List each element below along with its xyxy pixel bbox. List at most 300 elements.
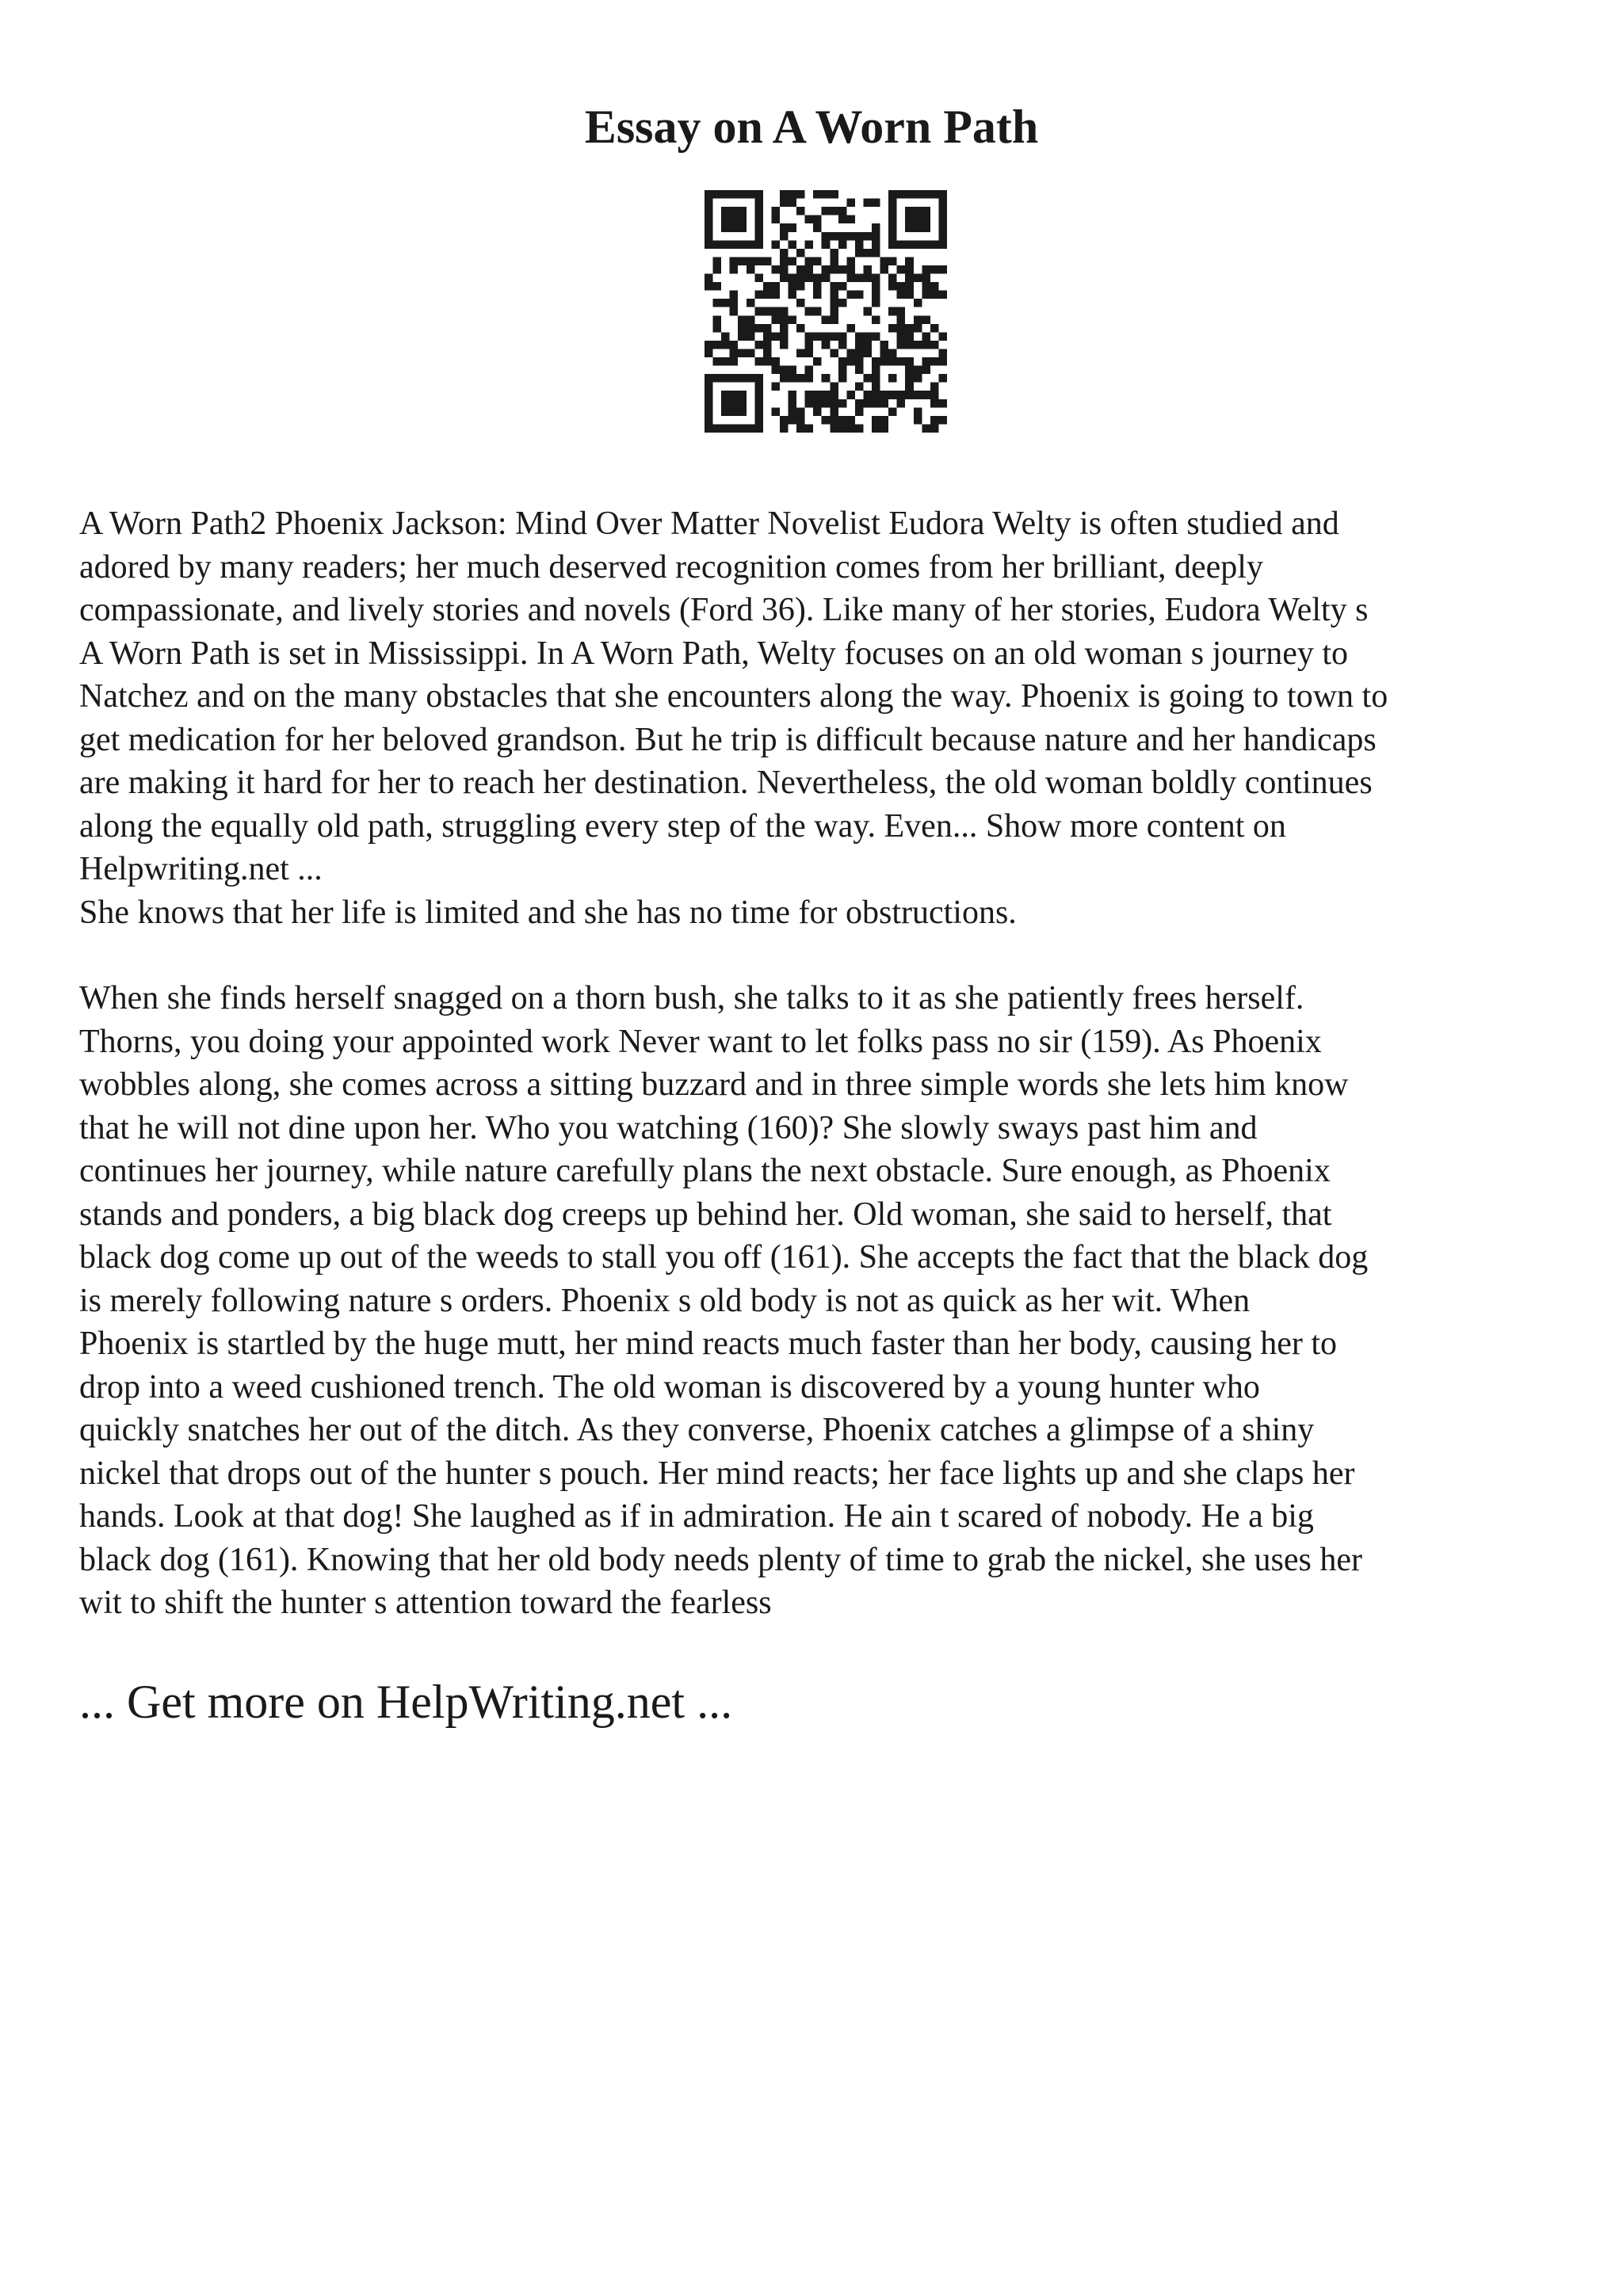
- qr-module: [855, 399, 864, 408]
- qr-module: [730, 265, 739, 274]
- qr-module: [938, 215, 947, 224]
- qr-module: [771, 265, 780, 274]
- qr-module: [713, 190, 722, 199]
- qr-module: [805, 240, 814, 249]
- qr-module: [754, 341, 763, 349]
- qr-module: [730, 291, 739, 299]
- qr-module: [905, 357, 914, 366]
- qr-module: [855, 274, 864, 283]
- qr-module: [754, 257, 763, 265]
- qr-module: [705, 274, 713, 283]
- qr-module: [846, 424, 855, 433]
- qr-module: [888, 324, 897, 333]
- qr-module: [888, 232, 897, 241]
- qr-module: [789, 391, 797, 399]
- qr-module: [747, 349, 755, 357]
- qr-module: [888, 199, 897, 208]
- qr-module: [738, 324, 747, 333]
- qr-module: [705, 190, 713, 199]
- qr-module: [780, 424, 789, 433]
- qr-module: [747, 257, 755, 265]
- qr-module: [930, 324, 939, 333]
- qr-module: [914, 391, 922, 399]
- qr-module: [754, 416, 763, 425]
- qr-module: [738, 424, 747, 433]
- qr-module: [721, 424, 730, 433]
- qr-module: [754, 215, 763, 224]
- qr-module: [938, 240, 947, 249]
- qr-module: [738, 223, 747, 232]
- qr-module: [922, 223, 930, 232]
- qr-module: [830, 391, 838, 399]
- get-more-link[interactable]: ... Get more on HelpWriting.net ...: [79, 1676, 733, 1728]
- qr-module: [747, 299, 755, 307]
- qr-module: [930, 190, 939, 199]
- qr-module: [730, 424, 739, 433]
- qr-module: [813, 257, 822, 265]
- qr-module: [880, 257, 889, 265]
- qr-module: [905, 374, 914, 383]
- qr-module: [721, 407, 730, 416]
- qr-module: [721, 207, 730, 215]
- qr-module: [789, 240, 797, 249]
- qr-module: [738, 240, 747, 249]
- qr-module: [780, 249, 789, 257]
- qr-module: [813, 291, 822, 299]
- qr-module: [763, 257, 772, 265]
- qr-module: [930, 265, 939, 274]
- qr-module: [796, 249, 805, 257]
- qr-module: [796, 282, 805, 291]
- qr-module: [930, 424, 939, 433]
- qr-module: [780, 324, 789, 333]
- qr-module: [747, 265, 755, 274]
- qr-module: [872, 374, 880, 383]
- qr-module: [830, 399, 838, 408]
- qr-module: [721, 391, 730, 399]
- qr-module: [846, 324, 855, 333]
- qr-module: [789, 274, 797, 283]
- qr-module: [763, 332, 772, 341]
- qr-module: [780, 307, 789, 316]
- qr-module: [789, 374, 797, 383]
- qr-module: [713, 265, 722, 274]
- qr-module: [705, 391, 713, 399]
- qr-module: [838, 424, 847, 433]
- qr-module: [863, 399, 872, 408]
- essay-body: [79, 502, 1561, 1625]
- qr-module: [713, 357, 722, 366]
- qr-module: [822, 391, 831, 399]
- qr-module: [763, 282, 772, 291]
- qr-module: [780, 257, 789, 265]
- qr-module: [872, 232, 880, 241]
- qr-module: [872, 299, 880, 307]
- qr-module: [938, 223, 947, 232]
- qr-module: [747, 240, 755, 249]
- qr-module: [914, 315, 922, 324]
- qr-module: [846, 215, 855, 224]
- qr-module: [838, 357, 847, 366]
- qr-module: [905, 291, 914, 299]
- qr-module: [705, 207, 713, 215]
- qr-module: [813, 215, 822, 224]
- qr-module: [796, 265, 805, 274]
- qr-module: [846, 257, 855, 265]
- qr-module: [780, 366, 789, 375]
- qr-module: [730, 240, 739, 249]
- qr-module: [789, 223, 797, 232]
- qr-module: [863, 249, 872, 257]
- qr-module: [888, 307, 897, 316]
- qr-module: [721, 240, 730, 249]
- qr-module: [838, 399, 847, 408]
- qr-module: [938, 265, 947, 274]
- qr-module: [838, 215, 847, 224]
- qr-module: [880, 399, 889, 408]
- qr-module: [914, 190, 922, 199]
- qr-module: [747, 332, 755, 341]
- qr-module: [771, 383, 780, 391]
- qr-module: [888, 215, 897, 224]
- qr-module: [730, 349, 739, 357]
- qr-module: [738, 349, 747, 357]
- qr-module: [813, 332, 822, 341]
- qr-module: [796, 374, 805, 383]
- qr-module: [796, 349, 805, 357]
- qr-module: [838, 341, 847, 349]
- qr-module: [888, 349, 897, 357]
- qr-module: [855, 232, 864, 241]
- qr-module: [771, 207, 780, 215]
- qr-module: [813, 190, 822, 199]
- qr-module: [897, 307, 906, 316]
- qr-module: [805, 399, 814, 408]
- qr-module: [789, 190, 797, 199]
- qr-module: [754, 199, 763, 208]
- qr-module: [822, 315, 831, 324]
- qr-module: [846, 291, 855, 299]
- qr-module: [922, 332, 930, 341]
- qr-module: [930, 399, 939, 408]
- qr-module: [763, 341, 772, 349]
- qr-module: [914, 274, 922, 283]
- qr-module: [754, 307, 763, 316]
- qr-module: [905, 324, 914, 333]
- qr-module: [796, 274, 805, 283]
- qr-module: [930, 416, 939, 425]
- qr-module: [730, 357, 739, 366]
- qr-module: [763, 357, 772, 366]
- qr-module: [838, 374, 847, 383]
- qr-module: [780, 274, 789, 283]
- qr-module: [721, 223, 730, 232]
- qr-module: [730, 374, 739, 383]
- qr-module: [789, 416, 797, 425]
- qr-module: [905, 332, 914, 341]
- qr-module: [830, 257, 838, 265]
- qr-module: [863, 349, 872, 357]
- qr-module: [905, 207, 914, 215]
- qr-module: [872, 249, 880, 257]
- qr-module: [872, 391, 880, 399]
- qr-module: [805, 307, 814, 316]
- qr-module: [822, 265, 831, 274]
- qr-module: [763, 291, 772, 299]
- qr-module: [771, 307, 780, 316]
- qr-module: [771, 291, 780, 299]
- qr-module: [805, 366, 814, 375]
- qr-module: [822, 332, 831, 341]
- qr-module: [730, 223, 739, 232]
- qr-module: [730, 341, 739, 349]
- qr-module: [914, 366, 922, 375]
- qr-module: [822, 399, 831, 408]
- qr-module: [863, 391, 872, 399]
- qr-module: [930, 240, 939, 249]
- qr-module: [930, 291, 939, 299]
- qr-module: [789, 399, 797, 408]
- qr-module: [705, 199, 713, 208]
- qr-module: [938, 190, 947, 199]
- qr-module: [813, 282, 822, 291]
- qr-module: [730, 399, 739, 408]
- qr-module: [805, 332, 814, 341]
- qr-module: [789, 199, 797, 208]
- qr-module: [922, 366, 930, 375]
- qr-module: [754, 383, 763, 391]
- qr-module: [938, 349, 947, 357]
- qr-module: [922, 240, 930, 249]
- qr-module: [838, 299, 847, 307]
- qr-module: [855, 366, 864, 375]
- qr-module: [838, 207, 847, 215]
- qr-module: [830, 282, 838, 291]
- qr-module: [897, 291, 906, 299]
- qr-module: [754, 399, 763, 408]
- qr-module: [905, 265, 914, 274]
- qr-module: [705, 383, 713, 391]
- qr-module: [830, 232, 838, 241]
- qr-module: [905, 383, 914, 391]
- qr-module: [713, 424, 722, 433]
- qr-module: [721, 374, 730, 383]
- qr-module: [855, 424, 864, 433]
- qr-module: [713, 257, 722, 265]
- essay-paragraph-lead: She knows that her life is limited and she has no time for obstructions.: [79, 894, 1017, 931]
- qr-module: [888, 374, 897, 383]
- qr-module: [780, 190, 789, 199]
- qr-module: [897, 399, 906, 408]
- qr-module: [780, 341, 789, 349]
- qr-module: [863, 341, 872, 349]
- qr-module: [705, 215, 713, 224]
- qr-module: [830, 190, 838, 199]
- qr-module: [872, 282, 880, 291]
- qr-module: [822, 207, 831, 215]
- qr-module: [914, 207, 922, 215]
- qr-module: [780, 315, 789, 324]
- qr-module: [872, 416, 880, 425]
- qr-module: [872, 291, 880, 299]
- qr-module: [754, 274, 763, 283]
- qr-module: [713, 374, 722, 383]
- qr-module: [705, 416, 713, 425]
- qr-module: [813, 307, 822, 316]
- qr-module: [805, 265, 814, 274]
- qr-module: [780, 232, 789, 241]
- qr-module: [922, 282, 930, 291]
- qr-module: [914, 374, 922, 383]
- qr-module: [813, 274, 822, 283]
- qr-module: [914, 240, 922, 249]
- qr-module: [822, 274, 831, 283]
- qr-module: [805, 349, 814, 357]
- qr-module: [705, 399, 713, 408]
- qr-module: [855, 383, 864, 391]
- qr-module: [789, 282, 797, 291]
- qr-module: [796, 299, 805, 307]
- qr-module: [872, 315, 880, 324]
- qr-module: [830, 307, 838, 316]
- qr-module: [905, 240, 914, 249]
- qr-module: [914, 223, 922, 232]
- qr-module: [922, 391, 930, 399]
- qr-module: [905, 282, 914, 291]
- qr-module: [771, 366, 780, 375]
- qr-module: [705, 341, 713, 349]
- qr-module: [747, 374, 755, 383]
- qr-module: [738, 207, 747, 215]
- qr-module: [846, 199, 855, 208]
- qr-module: [830, 249, 838, 257]
- qr-module: [872, 332, 880, 341]
- qr-module: [888, 257, 897, 265]
- qr-module: [855, 291, 864, 299]
- qr-module: [713, 324, 722, 333]
- qr-module: [754, 291, 763, 299]
- qr-module: [914, 416, 922, 425]
- qr-module: [730, 207, 739, 215]
- qr-module: [713, 282, 722, 291]
- qr-module: [730, 391, 739, 399]
- qr-module: [830, 332, 838, 341]
- qr-module: [813, 399, 822, 408]
- qr-module: [738, 407, 747, 416]
- qr-module: [738, 332, 747, 341]
- qr-module: [872, 274, 880, 283]
- qr-module: [880, 265, 889, 274]
- qr-module: [838, 332, 847, 341]
- qr-module: [897, 357, 906, 366]
- qr-module: [763, 324, 772, 333]
- essay-paragraph-intro: A Worn Path2 Phoenix Jackson: Mind Over Matter Novelist Eudora Welty is often studied and adored by many readers; her much deserved recognition comes from her brilliant, deeply compassionate, and lively stories and novels (Ford 36). Like many of her stories, Eudora Welty s A Worn Path is set in Mississippi. In A Worn Path, Welty focuses on an old woman s journey to Natchez and on the many obstacles that she encounters along the way. Phoenix is going to town to get medication for her beloved grandson. But he trip is difficult because nature and her handicaps are making it hard for her to reach her destination. Nevertheless, the old woman boldly continues along the equally old path, struggling every step of the way. Even... Show more content on Helpwriting.net ...: [79, 505, 1388, 887]
- qr-module: [805, 424, 814, 433]
- qr-module: [922, 190, 930, 199]
- qr-module: [863, 232, 872, 241]
- qr-module: [863, 307, 872, 316]
- qr-module: [905, 366, 914, 375]
- qr-module: [863, 332, 872, 341]
- qr-module: [822, 190, 831, 199]
- qr-module: [754, 324, 763, 333]
- qr-module: [721, 190, 730, 199]
- qr-module: [914, 341, 922, 349]
- qr-module: [905, 274, 914, 283]
- qr-module: [888, 391, 897, 399]
- qr-module: [888, 357, 897, 366]
- qr-module: [780, 199, 789, 208]
- qr-module: [838, 282, 847, 291]
- qr-module: [771, 240, 780, 249]
- qr-module: [872, 366, 880, 375]
- qr-module: [830, 349, 838, 357]
- qr-module: [705, 240, 713, 249]
- qr-module: [730, 407, 739, 416]
- qr-module: [754, 207, 763, 215]
- qr-module: [905, 190, 914, 199]
- qr-module: [846, 357, 855, 366]
- qr-module: [789, 315, 797, 324]
- qr-module: [880, 357, 889, 366]
- qr-module: [754, 407, 763, 416]
- qr-module: [738, 257, 747, 265]
- qr-module: [880, 391, 889, 399]
- qr-module: [930, 391, 939, 399]
- paragraph-spacer: [79, 934, 1561, 977]
- qr-module: [822, 341, 831, 349]
- qr-module: [771, 357, 780, 366]
- qr-module: [922, 341, 930, 349]
- qr-module: [738, 215, 747, 224]
- qr-module: [721, 341, 730, 349]
- qr-module: [796, 407, 805, 416]
- qr-module: [897, 324, 906, 333]
- qr-module: [838, 232, 847, 241]
- qr-module: [930, 357, 939, 366]
- qr-module: [805, 391, 814, 399]
- qr-module: [922, 291, 930, 299]
- qr-module: [846, 349, 855, 357]
- qr-module: [771, 332, 780, 341]
- qr-module: [914, 215, 922, 224]
- qr-module: [863, 374, 872, 383]
- qr-module: [789, 257, 797, 265]
- qr-module: [872, 399, 880, 408]
- qr-module: [780, 332, 789, 341]
- qr-module: [705, 282, 713, 291]
- qr-module: [813, 223, 822, 232]
- qr-module: [721, 399, 730, 408]
- qr-module: [888, 240, 897, 249]
- qr-module: [822, 240, 831, 249]
- qr-module: [763, 307, 772, 316]
- qr-module: [771, 315, 780, 324]
- qr-module: [805, 274, 814, 283]
- qr-module: [754, 190, 763, 199]
- qr-module: [938, 374, 947, 383]
- qr-module: [863, 199, 872, 208]
- qr-module: [863, 274, 872, 283]
- qr-module: [713, 299, 722, 307]
- qr-module: [738, 374, 747, 383]
- qr-module: [930, 341, 939, 349]
- qr-module: [855, 240, 864, 249]
- qr-module: [922, 424, 930, 433]
- qr-module: [754, 424, 763, 433]
- qr-module: [713, 315, 722, 324]
- qr-module: [747, 424, 755, 433]
